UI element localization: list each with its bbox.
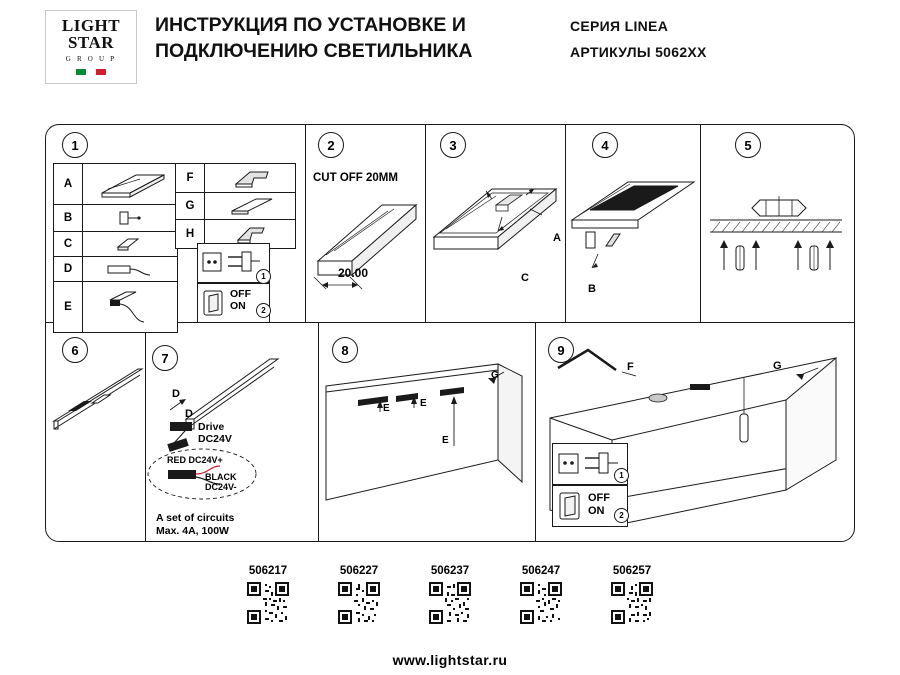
switch-on-label: ON (230, 300, 246, 312)
panel9-label-f: F (627, 361, 634, 373)
table-row (54, 257, 178, 282)
step-badge-1: 1 (62, 132, 88, 158)
part-label-h: H (176, 220, 205, 249)
panel3-label-c: C (521, 272, 529, 284)
panel8-label-e-top: E (383, 403, 390, 414)
panel4-endcap-icons (580, 228, 628, 276)
panel6-illustration (50, 345, 145, 455)
panel9-socket-callout: 1 (614, 468, 629, 483)
part-label-d: D (54, 257, 83, 282)
divider (145, 322, 146, 542)
code-item (420, 565, 480, 624)
step-badge-8: 8 (332, 337, 358, 363)
code-item (238, 565, 298, 624)
step-badge-7: 7 (152, 345, 178, 371)
table-row (176, 193, 296, 220)
series-label: СЕРИЯ LINEA (570, 18, 669, 34)
panel4-label-b: B (588, 283, 596, 295)
panel8-label-g: G (491, 370, 499, 381)
part-label-c: C (54, 232, 83, 257)
logo-line2: STAR (67, 33, 115, 52)
part-image-g (205, 193, 296, 220)
italian-flag-icon (76, 69, 106, 75)
panel3-illustration (430, 165, 562, 285)
brand-logo (45, 10, 137, 84)
part-label-b: B (54, 205, 83, 232)
part-label-f: F (176, 164, 205, 193)
panel9-switch-off-label: OFF (588, 492, 610, 504)
code-item (329, 565, 389, 624)
website-url[interactable]: www.lightstar.ru (392, 652, 508, 668)
panel9-label-g: G (773, 360, 782, 372)
panel8-illustration (322, 350, 534, 540)
page-title: ИНСТРУКЦИЯ ПО УСТАНОВКЕ И ПОДКЛЮЧЕНИЮ СВЕТИЛЬНИКА (155, 14, 473, 62)
part-image-e (83, 282, 178, 333)
step-badge-4: 4 (592, 132, 618, 158)
dimension-label: 20.00 (338, 266, 369, 280)
product-codes (0, 565, 900, 624)
part-image-a (83, 164, 178, 205)
table-row (54, 205, 178, 232)
driver-box-icon (168, 418, 196, 436)
cut-off-label: CUT OFF 20MM (313, 172, 398, 184)
circuit-note-line2: Max. 4A, 100W (156, 525, 229, 537)
wire-black-label: BLACK (205, 472, 237, 482)
parts-table-left (53, 163, 178, 333)
articles-label: АРТИКУЛЫ 5062ХХ (570, 44, 707, 60)
drive-label-line1: Drive (198, 421, 225, 433)
step-badge-2: 2 (318, 132, 344, 158)
drive-label-line2: DC24V (198, 433, 232, 445)
table-row (54, 282, 178, 333)
panel5-illustration (706, 180, 846, 300)
panel8-label-e-mid: E (420, 398, 427, 409)
step-badge-6: 6 (62, 337, 88, 363)
part-label-e: E (54, 282, 83, 333)
qr-code-icon (429, 582, 471, 624)
panel7-label-d-bottom: D (185, 408, 193, 420)
switch-callout-number: 2 (256, 303, 271, 318)
part-image-f (205, 164, 296, 193)
panel7-pointer-icon (168, 398, 190, 414)
part-label-a: A (54, 164, 83, 205)
power-lead-icon (84, 284, 174, 330)
panel9-switch-on-label: ON (588, 505, 605, 517)
page-header (0, 0, 900, 95)
panel9-switch-callout: 2 (614, 508, 629, 523)
part-image-b (83, 205, 178, 232)
step-badge-5: 5 (735, 132, 761, 158)
part-label-g: G (176, 193, 205, 220)
divider (535, 322, 536, 542)
connector-icon (84, 234, 174, 254)
step-badge-3: 3 (440, 132, 466, 158)
logo-group-label: G R O U P (65, 55, 117, 63)
code-item (511, 565, 571, 624)
driver-cable-icon (84, 259, 174, 279)
divider (700, 124, 701, 322)
profile-body-icon (84, 167, 174, 201)
part-image-c (83, 232, 178, 257)
panel7-label-d-top: D (172, 388, 180, 400)
socket-callout-number: 1 (256, 269, 271, 284)
table-row (54, 164, 178, 205)
plate-icon (206, 195, 292, 217)
circuit-note-line1: A set of circuits (156, 512, 235, 524)
divider (565, 124, 566, 322)
wire-red-label: RED DC24V+ (167, 455, 223, 465)
code-number: 506227 (339, 565, 379, 577)
step-badge-9: 9 (548, 337, 574, 363)
end-cap-icon (84, 207, 174, 229)
part-image-d (83, 257, 178, 282)
table-row (54, 232, 178, 257)
bracket-icon (206, 166, 292, 190)
switch-off-label: OFF (230, 288, 251, 300)
wire-black-label-2: DC24V- (205, 482, 237, 492)
qr-code-icon (520, 582, 562, 624)
divider (305, 124, 306, 322)
code-number: 506237 (430, 565, 470, 577)
panel3-label-a: A (553, 232, 561, 244)
qr-code-icon (611, 582, 653, 624)
qr-code-icon (247, 582, 289, 624)
code-number: 506257 (612, 565, 652, 577)
table-row (176, 164, 296, 193)
code-number: 506247 (521, 565, 561, 577)
logo-line1: LIGHT (61, 16, 121, 35)
panel8-label-e-bottom: E (442, 435, 449, 446)
qr-code-icon (338, 582, 380, 624)
logo-text (46, 17, 136, 51)
divider (318, 322, 319, 542)
code-number: 506217 (248, 565, 288, 577)
parts-table-right (175, 163, 296, 249)
code-item (602, 565, 662, 624)
